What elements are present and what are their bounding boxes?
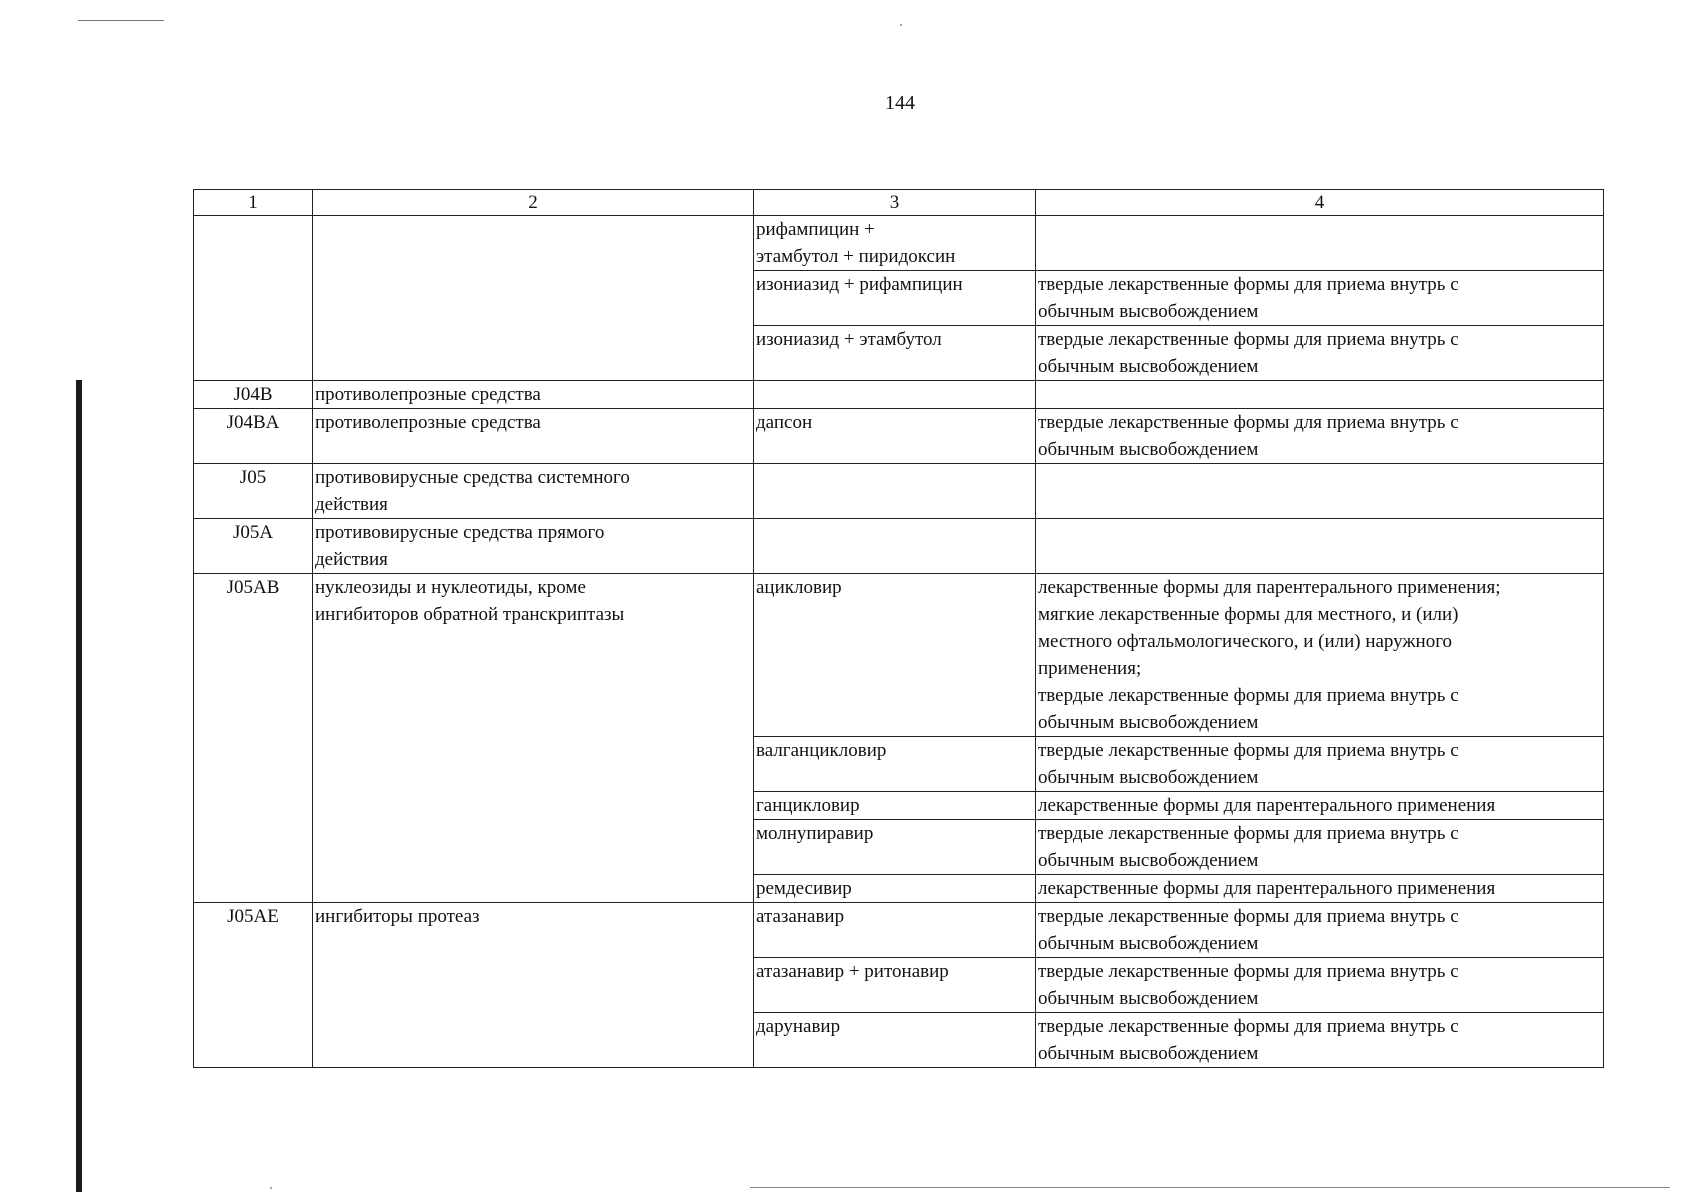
group-cell: противолепрозные средства xyxy=(313,409,754,464)
form-cell: твердые лекарственные формы для приема внутрь с обычным высвобождением xyxy=(1036,326,1604,381)
drug-cell: ганцикловир xyxy=(754,792,1036,820)
drug-cell: ремдесивир xyxy=(754,875,1036,903)
form-cell: твердые лекарственные формы для приема внутрь с обычным высвобождением xyxy=(1036,820,1604,875)
scan-artifact-bottom-line xyxy=(750,1187,1670,1188)
code-cell: J05A xyxy=(194,519,313,574)
page-number: 144 xyxy=(885,92,915,114)
column-header-3: 3 xyxy=(754,190,1036,216)
drug-cell xyxy=(754,519,1036,574)
form-cell: лекарственные формы для парентерального применения xyxy=(1036,875,1604,903)
column-header-1: 1 xyxy=(194,190,313,216)
form-cell: твердые лекарственные формы для приема внутрь с обычным высвобождением xyxy=(1036,958,1604,1013)
group-cell: противолепрозные средства xyxy=(313,381,754,409)
group-cell: ингибиторы протеаз xyxy=(313,903,754,1068)
scan-artifact-dot xyxy=(270,1187,272,1189)
table-row xyxy=(194,216,1604,271)
form-cell xyxy=(1036,216,1604,271)
drug-cell: изониазид + рифампицин xyxy=(754,271,1036,326)
drug-cell: валганцикловир xyxy=(754,737,1036,792)
drug-cell: дарунавир xyxy=(754,1013,1036,1068)
group-cell: нуклеозиды и нуклеотиды, кроме ингибиторов обратной транскриптазы xyxy=(313,574,754,903)
scan-artifact-dot xyxy=(900,24,902,26)
drug-table xyxy=(193,189,1604,1068)
form-cell: твердые лекарственные формы для приема внутрь с обычным высвобождением xyxy=(1036,903,1604,958)
table-row xyxy=(194,464,1604,519)
group-cell: противовирусные средства системного действия xyxy=(313,464,754,519)
code-cell: J04BA xyxy=(194,409,313,464)
table-header-row xyxy=(194,190,1604,216)
drug-cell: атазанавир + ритонавир xyxy=(754,958,1036,1013)
drug-cell: рифампицин + этамбутол + пиридоксин xyxy=(754,216,1036,271)
drug-cell xyxy=(754,381,1036,409)
drug-cell: изониазид + этамбутол xyxy=(754,326,1036,381)
code-cell xyxy=(194,216,313,381)
form-cell xyxy=(1036,464,1604,519)
drug-cell: молнупиравир xyxy=(754,820,1036,875)
column-header-2: 2 xyxy=(313,190,754,216)
drug-cell xyxy=(754,464,1036,519)
form-cell: лекарственные формы для парентерального применения xyxy=(1036,792,1604,820)
table-row xyxy=(194,519,1604,574)
form-cell: твердые лекарственные формы для приема внутрь с обычным высвобождением xyxy=(1036,1013,1604,1068)
drug-cell: дапсон xyxy=(754,409,1036,464)
column-header-4: 4 xyxy=(1036,190,1604,216)
code-cell: J05AE xyxy=(194,903,313,1068)
scan-artifact-top-line xyxy=(78,20,164,21)
form-cell xyxy=(1036,381,1604,409)
code-cell: J05 xyxy=(194,464,313,519)
code-cell: J04B xyxy=(194,381,313,409)
code-cell: J05AB xyxy=(194,574,313,903)
scan-artifact-left-edge xyxy=(76,380,82,1192)
drug-cell: ацикловир xyxy=(754,574,1036,737)
form-cell: твердые лекарственные формы для приема внутрь с обычным высвобождением xyxy=(1036,271,1604,326)
group-cell xyxy=(313,216,754,381)
table-row xyxy=(194,574,1604,737)
form-cell: твердые лекарственные формы для приема внутрь с обычным высвобождением xyxy=(1036,409,1604,464)
form-cell: лекарственные формы для парентерального применения; мягкие лекарственные формы для местного, и (или) местного офтальмологического, и (или) наружного применения; твердые лекарственные формы для приема внутрь с обычным высвобождением xyxy=(1036,574,1604,737)
group-cell: противовирусные средства прямого действия xyxy=(313,519,754,574)
drug-cell: атазанавир xyxy=(754,903,1036,958)
form-cell xyxy=(1036,519,1604,574)
form-cell: твердые лекарственные формы для приема внутрь с обычным высвобождением xyxy=(1036,737,1604,792)
table-row xyxy=(194,903,1604,958)
table-row xyxy=(194,381,1604,409)
table-row xyxy=(194,409,1604,464)
